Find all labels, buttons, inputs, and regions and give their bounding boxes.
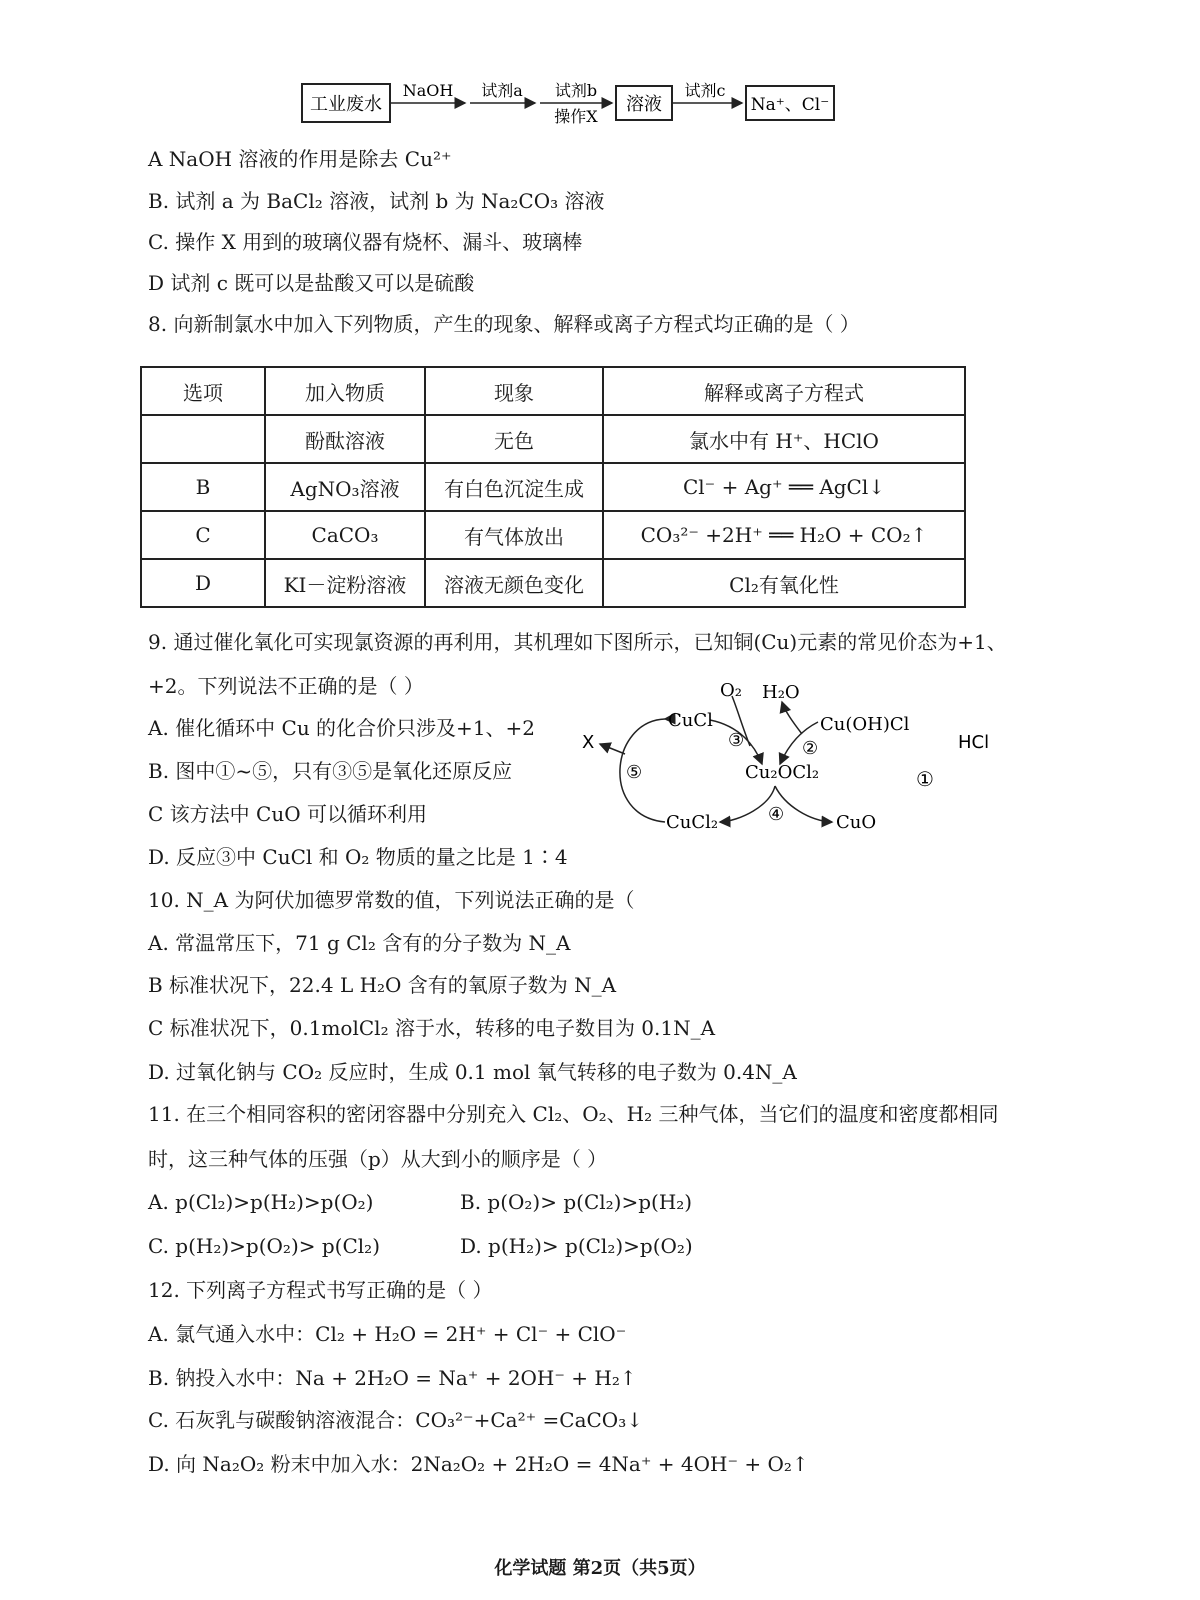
q12-option-d[interactable]: D. 向 Na₂O₂ 粉末中加入水：2Na₂O₂ + 2H₂O = 4Na⁺ + 4OH⁻ + O₂↑: [148, 1452, 809, 1476]
table-cell: 有白色沉淀生成: [425, 463, 603, 511]
q12-option-a[interactable]: A. 氯气通入水中：Cl₂ + H₂O = 2H⁺ + Cl⁻ + ClO⁻: [148, 1322, 627, 1346]
label-h2o: H₂O: [762, 682, 800, 703]
table-cell: CaCO₃: [265, 511, 425, 559]
q12-option-b[interactable]: B. 钠投入水中：Na + 2H₂O = Na⁺ + 2OH⁻ + H₂↑: [148, 1366, 637, 1390]
table-cell: Cl₂有氧化性: [603, 559, 965, 607]
q7-option-b[interactable]: B. 试剂 a 为 BaCl₂ 溶液，试剂 b 为 Na₂CO₃ 溶液: [148, 189, 605, 213]
q9-stem-line2: +2。下列说法不正确的是（ ）: [148, 674, 424, 698]
q10-option-c[interactable]: C 标准状况下，0.1molCl₂ 溶于水，转移的电子数目为 0.1N_A: [148, 1016, 716, 1040]
step-2-marker: ②: [802, 738, 819, 759]
q7-option-c[interactable]: C. 操作 X 用到的玻璃仪器有烧杯、漏斗、玻璃棒: [148, 230, 583, 254]
q11-stem-line1: 11. 在三个相同容积的密闭容器中分别充入 Cl₂、O₂、H₂ 三种气体，当它们的温度和密度都相同: [148, 1102, 999, 1126]
table-cell: C: [141, 511, 265, 559]
table-row[interactable]: [141, 511, 965, 559]
table-row[interactable]: [141, 559, 965, 607]
step-5-marker: ⑤: [626, 762, 643, 783]
page-footer: 化学试题 第2页（共5页）: [494, 1558, 706, 1579]
q12-stem: 12. 下列离子方程式书写正确的是（ ）: [148, 1278, 493, 1302]
label-cucl: CuCl: [668, 710, 713, 731]
q7-option-d[interactable]: D 试剂 c 既可以是盐酸又可以是硫酸: [148, 271, 475, 295]
label-cuo: CuO: [836, 812, 877, 833]
table-cell: AgNO₃溶液: [265, 463, 425, 511]
table-cell: 溶液无颜色变化: [425, 559, 603, 607]
table-header-cell: 选项: [141, 367, 265, 415]
label-cuohcl: Cu(OH)Cl: [820, 714, 910, 735]
step-1-marker: ①: [916, 767, 934, 791]
q9-option-b[interactable]: B. 图中①~⑤，只有③⑤是氧化还原反应: [148, 759, 513, 783]
table-row[interactable]: [141, 463, 965, 511]
box-wastewater-label: 工业废水: [310, 94, 382, 115]
q11-option-c[interactable]: C. p(H₂)>p(O₂)> p(Cl₂): [148, 1234, 380, 1258]
q9-option-d[interactable]: D. 反应③中 CuCl 和 O₂ 物质的量之比是 1∶4: [148, 845, 568, 869]
table-cell: B: [141, 463, 265, 511]
arrow-naoh-label: NaOH: [402, 81, 454, 100]
q10-option-b[interactable]: B 标准状况下，22.4 L H₂O 含有的氧原子数为 N_A: [148, 973, 617, 997]
table-cell: KI－淀粉溶液: [265, 559, 425, 607]
table-header-cell: 加入物质: [265, 367, 425, 415]
q10-stem: 10. N_A 为阿伏加德罗常数的值，下列说法正确的是（: [148, 888, 635, 912]
table-cell: 酚酞溶液: [265, 415, 425, 463]
q9-option-a[interactable]: A. 催化循环中 Cu 的化合价只涉及+1、+2: [148, 716, 536, 740]
q7-option-a[interactable]: A NaOH 溶液的作用是除去 Cu²⁺: [148, 147, 452, 171]
table-cell: Cl⁻ + Ag⁺ ══ AgCl↓: [603, 463, 965, 511]
arrow-reagent-a-label: 试剂a: [481, 81, 523, 100]
q9-option-c[interactable]: C 该方法中 CuO 可以循环利用: [148, 802, 427, 826]
q8-table: [140, 366, 966, 608]
arrow-reagent-b-label: 试剂b: [554, 81, 598, 100]
q11-option-d[interactable]: D. p(H₂)> p(Cl₂)>p(O₂): [460, 1234, 693, 1258]
box-result-label: Na⁺、Cl⁻: [750, 95, 830, 115]
q9-stem-line1: 9. 通过催化氧化可实现氯资源的再利用，其机理如下图所示，已知铜(Cu)元素的常见价态为+1、: [148, 630, 1007, 654]
q12-option-c[interactable]: C. 石灰乳与碳酸钠溶液混合：CO₃²⁻+Ca²⁺ =CaCO₃↓: [148, 1408, 643, 1432]
arrow-operation-x-label: 操作X: [554, 107, 598, 126]
table-row[interactable]: [141, 415, 965, 463]
table-cell: D: [141, 559, 265, 607]
box-solution-label: 溶液: [626, 94, 662, 115]
table-cell: [141, 415, 265, 463]
q8-stem: 8. 向新制氯水中加入下列物质，产生的现象、解释或离子方程式均正确的是（ ）: [148, 312, 860, 336]
table-header-cell: 解释或离子方程式: [603, 367, 965, 415]
table-cell: 有气体放出: [425, 511, 603, 559]
table-header-cell: 现象: [425, 367, 603, 415]
step-3-marker: ③: [728, 730, 745, 751]
label-hcl: HCl: [958, 732, 990, 753]
table-cell: 无色: [425, 415, 603, 463]
table-cell: CO₃²⁻ +2H⁺ ══ H₂O + CO₂↑: [603, 511, 965, 559]
step-4-marker: ④: [768, 804, 785, 825]
q10-option-d[interactable]: D. 过氧化钠与 CO₂ 反应时，生成 0.1 mol 氧气转移的电子数为 0.4N_A: [148, 1060, 797, 1084]
q10-option-a[interactable]: A. 常温常压下，71 g Cl₂ 含有的分子数为 N_A: [148, 931, 571, 955]
q11-stem-line2: 时，这三种气体的压强（p）从大到小的顺序是（ ）: [148, 1147, 608, 1171]
label-x: X: [582, 732, 595, 753]
arrow-reagent-c-label: 试剂c: [684, 81, 726, 100]
label-cucl2: CuCl₂: [666, 812, 719, 833]
label-cu2ocl2: Cu₂OCl₂: [745, 762, 820, 783]
q9-mechanism-diagram: [570, 676, 1010, 846]
q11-option-b[interactable]: B. p(O₂)> p(Cl₂)>p(H₂): [460, 1190, 693, 1214]
flow-chart: [290, 74, 850, 134]
table-header-row: [141, 367, 965, 415]
table-cell: 氯水中有 H⁺、HClO: [603, 415, 965, 463]
label-o2: O₂: [720, 680, 742, 701]
q11-option-a[interactable]: A. p(Cl₂)>p(H₂)>p(O₂): [148, 1190, 374, 1214]
